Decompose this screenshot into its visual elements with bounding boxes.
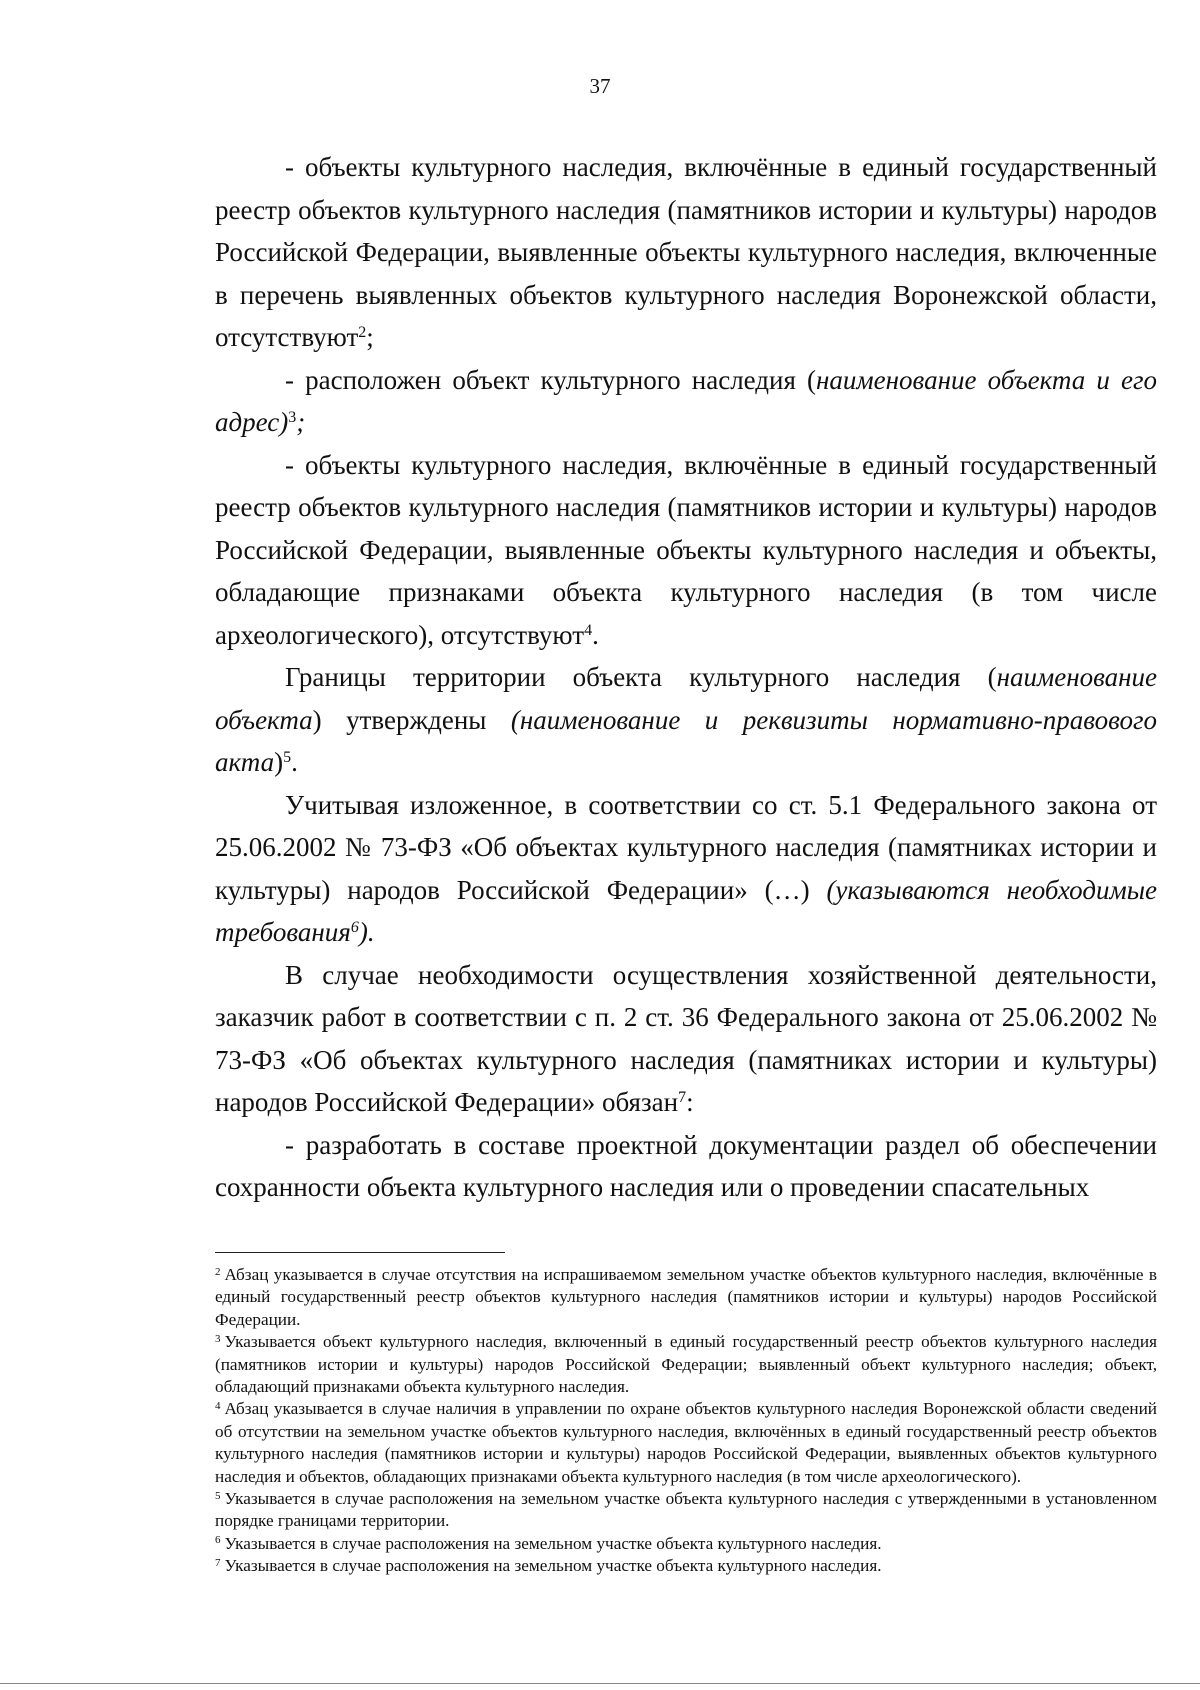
footnote-2: $^2$ Абзац указывается в случае отсутствия на испрашиваемом земельном участке объектов культурного наследия, включённые в единый государственный реестр объектов культурного наследия (памятников истории и культуры) народов Российской Федерации.	[215, 1265, 1157, 1329]
paragraph-6: В случае необходимости осуществления хозяйственной деятельности, заказчик работ в соответствии с п. 2 ст. 36 Федерального закона от 25.06.2002 № 73-ФЗ «Об объектах культурного наследия (памятниках истории и культуры) народов Российской Федерации» обязан$^7$:	[215, 959, 1157, 1117]
page-number: 37	[589, 74, 611, 98]
footnote-7: $^7$ Указывается в случае расположения на земельном участке объекта культурного наследия.	[215, 1556, 882, 1576]
paragraph-1: - объекты культурного наследия, включённые в единый государственный реестр объектов культурного наследия (памятников истории и культуры) народов Российской Федерации, выявленные объекты культурного наследия, включенные в перечень выявленных объектов культурного наследия Воронежской области, отсутствуют$^2$;	[215, 152, 1157, 352]
footnote-6: $^6$ Указывается в случае расположения на земельном участке объекта культурного наследия.	[215, 1533, 882, 1553]
paragraph-7: - разработать в составе проектной документации раздел об обеспечении сохранности объекта культурного наследия или о проведении спасательных	[215, 1129, 1157, 1202]
footnotes	[215, 1264, 1157, 1578]
footnote-ref-3: 3	[288, 409, 297, 427]
footnote-5: $^5$ Указывается в случае расположения на земельном участке объекта культурного наследия с утвержденными в установленном порядке границами территории.	[215, 1489, 1157, 1531]
scan-edge-line	[0, 1683, 1200, 1684]
footnote-ref-6: 6	[350, 919, 359, 937]
paragraph-3: - объекты культурного наследия, включённые в единый государственный реестр объектов культурного наследия (памятников истории и культуры) народов Российской Федерации, выявленные объекты культурного наследия и объекты, обладающие признаками объекта культурного наследия (в том числе археологического), отсутствуют$^4$.	[215, 449, 1157, 650]
footnote-ref-4: 4	[584, 621, 593, 639]
paragraph-2: - расположен объект культурного наследия (наименование объекта и его адрес)$^3$;	[215, 364, 1158, 437]
paragraph-4: Границы территории объекта культурного наследия (наименование объекта) утверждены (наименование и реквизиты нормативно-правового акта)$^5$.	[215, 662, 1157, 777]
footnote-ref-2: 2	[358, 324, 367, 342]
footnote-ref-5: 5	[283, 749, 292, 767]
footnote-4: $^4$ Абзац указывается в случае наличия в управлении по охране объектов культурного наследия Воронежской области сведений об отсутствии на земельном участке объектов культурного наследия, включённых в единый государственный реестр объектов культурного наследия (памятников истории и культуры) народов Российской Федерации, выявленных объектов культурного наследия и объектов, обладающих признаками объекта культурного наследия (в том числе археологического).	[215, 1399, 1157, 1486]
paragraph-5: Учитывая изложенное, в соответствии со ст. 5.1 Федерального закона от 25.06.2002 № 73-ФЗ «Об объектах культурного наследия (памятниках истории и культуры) народов Российской Федерации» (…) (указываются необходимые требования$^6$).	[215, 789, 1157, 947]
document-body	[215, 146, 1157, 1209]
footnote-separator	[215, 1252, 505, 1253]
footnote-3: $^3$ Указывается объект культурного наследия, включенный в единый государственный реестр объектов культурного наследия (памятников истории и культуры) народов Российской Федерации; выявленный объект культурного наследия; объект, обладающий признаками объекта культурного наследия.	[215, 1332, 1157, 1397]
footnote-ref-7: 7	[678, 1089, 687, 1107]
